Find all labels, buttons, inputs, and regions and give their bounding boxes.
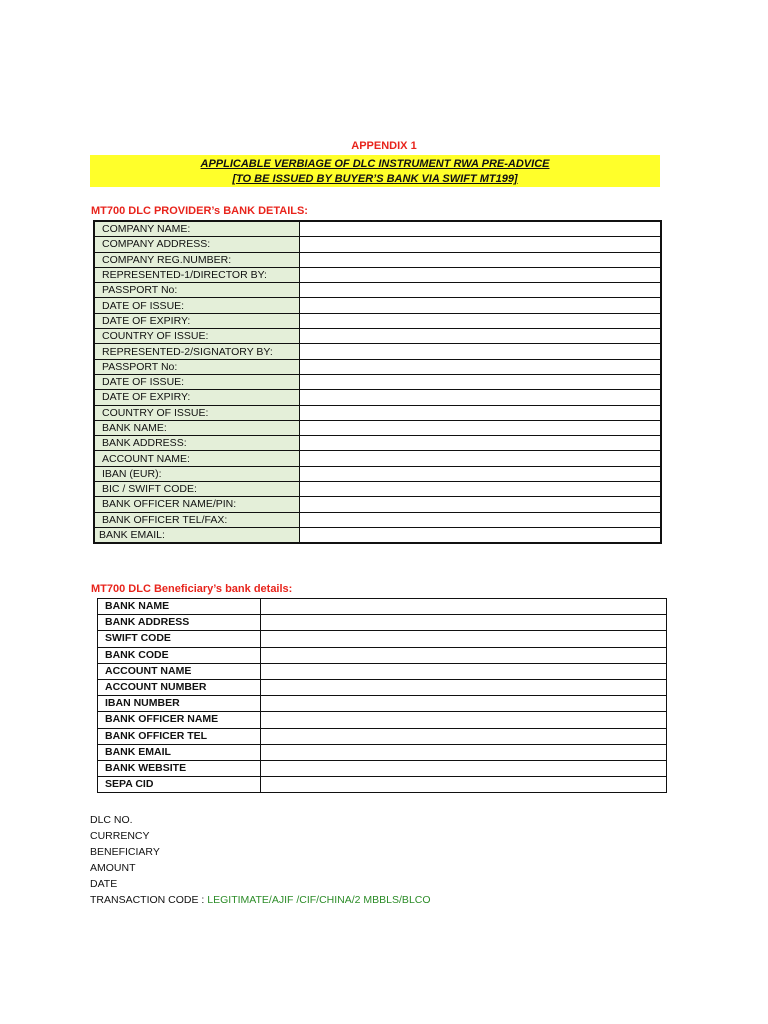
- row-value[interactable]: [300, 359, 662, 374]
- table-row: [94, 359, 661, 374]
- row-label: BANK OFFICER TEL/FAX:: [94, 512, 300, 527]
- beneficiary-label: BENEFICIARY: [90, 846, 160, 858]
- row-value[interactable]: [261, 777, 667, 793]
- row-label: COUNTRY OF ISSUE:: [94, 329, 300, 344]
- row-value[interactable]: [300, 466, 662, 481]
- table-row: [94, 374, 661, 389]
- table-row: [98, 599, 667, 615]
- row-value[interactable]: [261, 712, 667, 728]
- row-value[interactable]: [261, 615, 667, 631]
- row-label: DATE OF EXPIRY:: [94, 313, 300, 328]
- row-value[interactable]: [300, 405, 662, 420]
- banner-title: APPLICABLE VERBIAGE OF DLC INSTRUMENT RWA PRE-ADVICE: [200, 158, 550, 170]
- row-value[interactable]: [300, 221, 662, 237]
- row-label: DATE OF ISSUE:: [94, 298, 300, 313]
- beneficiary-details-table: [97, 598, 667, 793]
- table-row: [94, 237, 661, 252]
- table-row: [98, 744, 667, 760]
- table-row: [98, 712, 667, 728]
- table-row: [98, 696, 667, 712]
- table-row: [98, 663, 667, 679]
- row-value[interactable]: [261, 679, 667, 695]
- row-value[interactable]: [300, 482, 662, 497]
- row-label: BANK EMAIL:: [94, 527, 300, 543]
- dlc-no-label: DLC NO.: [90, 814, 133, 826]
- row-value[interactable]: [300, 420, 662, 435]
- table-row: [94, 329, 661, 344]
- row-label: BANK WEBSITE: [98, 760, 261, 776]
- table-row: [94, 298, 661, 313]
- table-row: [94, 512, 661, 527]
- table-row: [94, 497, 661, 512]
- row-value[interactable]: [261, 696, 667, 712]
- row-value[interactable]: [300, 436, 662, 451]
- row-label: PASSPORT No:: [94, 283, 300, 298]
- row-label: BANK OFFICER NAME/PIN:: [94, 497, 300, 512]
- amount-label: AMOUNT: [90, 862, 136, 874]
- row-label: DATE OF ISSUE:: [94, 374, 300, 389]
- table-row: [98, 760, 667, 776]
- row-value[interactable]: [300, 298, 662, 313]
- verbiage-banner: [90, 155, 660, 187]
- table-row: [98, 647, 667, 663]
- table-row: [94, 221, 661, 237]
- row-label: COMPANY NAME:: [94, 221, 300, 237]
- row-value[interactable]: [300, 283, 662, 298]
- row-label: BANK NAME:: [94, 420, 300, 435]
- row-label: SWIFT CODE: [98, 631, 261, 647]
- row-label: BANK CODE: [98, 647, 261, 663]
- table-row: [94, 405, 661, 420]
- row-label: REPRESENTED-1/DIRECTOR BY:: [94, 267, 300, 282]
- table-row: [98, 777, 667, 793]
- row-value[interactable]: [300, 527, 662, 543]
- row-label: BANK ADDRESS: [98, 615, 261, 631]
- row-value[interactable]: [300, 252, 662, 267]
- row-label: SEPA CID: [98, 777, 261, 793]
- transaction-code-line: [90, 892, 431, 908]
- row-label: COMPANY ADDRESS:: [94, 237, 300, 252]
- row-label: BANK OFFICER NAME: [98, 712, 261, 728]
- table-row: [94, 283, 661, 298]
- row-value[interactable]: [300, 512, 662, 527]
- provider-section-heading: MT700 DLC PROVIDER’s BANK DETAILS:: [91, 205, 308, 217]
- currency-label: CURRENCY: [90, 830, 150, 842]
- table-row: [94, 313, 661, 328]
- table-row: [98, 615, 667, 631]
- table-row: [94, 420, 661, 435]
- row-value[interactable]: [300, 451, 662, 466]
- row-label: ACCOUNT NUMBER: [98, 679, 261, 695]
- row-value[interactable]: [261, 599, 667, 615]
- table-row: [98, 728, 667, 744]
- row-value[interactable]: [261, 647, 667, 663]
- row-label: BANK OFFICER TEL: [98, 728, 261, 744]
- row-label: ACCOUNT NAME:: [94, 451, 300, 466]
- beneficiary-section-heading: MT700 DLC Beneficiary’s bank details:: [91, 583, 293, 595]
- row-label: BANK EMAIL: [98, 744, 261, 760]
- row-label: BANK NAME: [98, 599, 261, 615]
- row-value[interactable]: [261, 663, 667, 679]
- row-label: REPRESENTED-2/SIGNATORY BY:: [94, 344, 300, 359]
- banner-subtitle: [TO BE ISSUED BY BUYER’S BANK VIA SWIFT MT199]: [232, 173, 518, 185]
- row-value[interactable]: [300, 313, 662, 328]
- transaction-code-label: TRANSACTION CODE :: [90, 894, 208, 906]
- row-value[interactable]: [300, 237, 662, 252]
- table-row: [94, 482, 661, 497]
- table-row: [94, 344, 661, 359]
- row-label: COUNTRY OF ISSUE:: [94, 405, 300, 420]
- row-value[interactable]: [300, 329, 662, 344]
- row-value[interactable]: [300, 344, 662, 359]
- table-row: [94, 436, 661, 451]
- row-label: DATE OF EXPIRY:: [94, 390, 300, 405]
- row-label: ACCOUNT NAME: [98, 663, 261, 679]
- row-label: BIC / SWIFT CODE:: [94, 482, 300, 497]
- table-row: [94, 267, 661, 282]
- row-value[interactable]: [261, 728, 667, 744]
- transaction-code-value: LEGITIMATE/AJIF /CIF/CHINA/2 MBBLS/BLCO: [207, 894, 431, 906]
- row-value[interactable]: [261, 760, 667, 776]
- table-row: [94, 527, 661, 543]
- row-value[interactable]: [300, 390, 662, 405]
- row-label: PASSPORT No:: [94, 359, 300, 374]
- provider-details-table: [93, 220, 662, 544]
- row-value[interactable]: [261, 744, 667, 760]
- date-label: DATE: [90, 878, 118, 890]
- row-label: IBAN (EUR):: [94, 466, 300, 481]
- appendix-title: APPENDIX 1: [351, 140, 417, 152]
- row-label: BANK ADDRESS:: [94, 436, 300, 451]
- table-row: [94, 252, 661, 267]
- table-row: [94, 451, 661, 466]
- table-row: [98, 631, 667, 647]
- row-label: IBAN NUMBER: [98, 696, 261, 712]
- row-value[interactable]: [300, 497, 662, 512]
- table-row: [98, 679, 667, 695]
- table-row: [94, 390, 661, 405]
- row-value[interactable]: [300, 267, 662, 282]
- row-value[interactable]: [261, 631, 667, 647]
- row-value[interactable]: [300, 374, 662, 389]
- dlc-summary-block: [90, 812, 431, 908]
- table-row: [94, 466, 661, 481]
- row-label: COMPANY REG.NUMBER:: [94, 252, 300, 267]
